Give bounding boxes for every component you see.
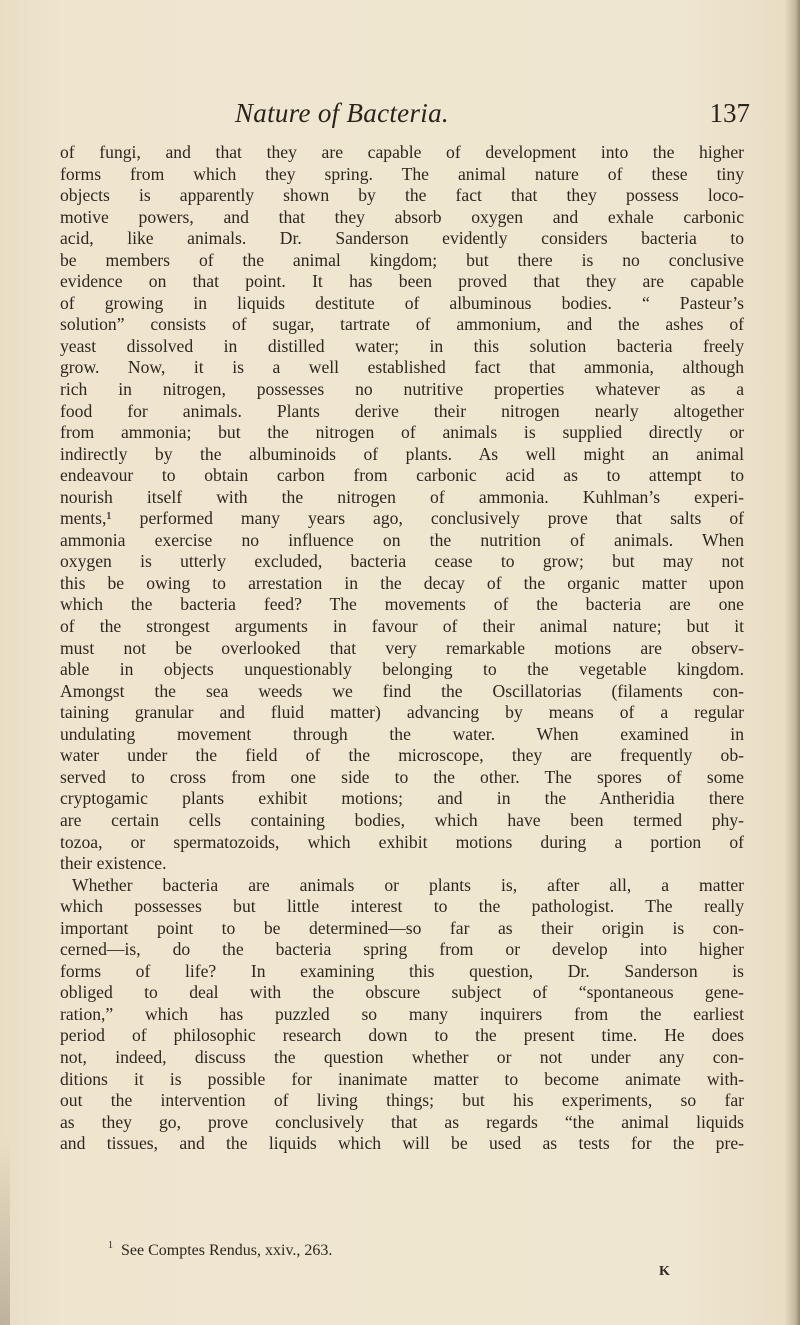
text-line: are certain cells containing bodies, which have been termed phy- <box>60 809 744 830</box>
text-line: motive powers, and that they absorb oxygen and exhale carbonic <box>60 206 744 227</box>
text-line: which possesses but little interest to the pathologist. The really <box>60 896 744 917</box>
text-line: oxygen is utterly excluded, bacteria cease to grow; but may not <box>60 551 744 572</box>
text-line: evidence on that point. It has been proved that they are capable <box>60 271 744 292</box>
text-line: Amongst the sea weeds we find the Oscillatorias (filaments con- <box>60 680 744 701</box>
text-line: ammonia exercise no influence on the nutrition of animals. When <box>60 529 744 550</box>
text-line: nourish itself with the nitrogen of ammonia. Kuhlman’s experi- <box>60 486 744 507</box>
page-edge-shadow <box>0 1140 10 1325</box>
text-line: from ammonia; but the nitrogen of animals is supplied directly or <box>60 422 744 443</box>
text-line: acid, like animals. Dr. Sanderson evidently considers bacteria to <box>60 228 744 249</box>
text-line: cerned—is, do the bacteria spring from or develop into higher <box>60 939 744 960</box>
text-line: not, indeed, discuss the question whether or not under any con- <box>60 1046 744 1067</box>
text-line: out the intervention of living things; but his experiments, so far <box>60 1090 744 1111</box>
text-line: served to cross from one side to the other. The spores of some <box>60 766 744 787</box>
text-line: objects is apparently shown by the fact that they possess loco- <box>60 185 744 206</box>
text-line: taining granular and fluid matter) advancing by means of a regular <box>60 702 744 723</box>
text-line: forms from which they spring. The animal nature of these tiny <box>60 163 744 184</box>
text-line: undulating movement through the water. When examined in <box>60 723 744 744</box>
running-title: Nature of Bacteria. <box>235 98 449 128</box>
text-line: of fungi, and that they are capable of development into the higher <box>60 142 744 162</box>
text-line: ditions it is possible for inanimate matter to become animate with- <box>60 1068 744 1089</box>
page-header <box>60 98 750 132</box>
text-line: able in objects unquestionably belonging to the vegetable kingdom. <box>60 659 744 680</box>
text-line: period of philosophic research down to the present time. He does <box>60 1025 744 1046</box>
text-line: must not be overlooked that very remarkable motions are observ- <box>60 637 744 658</box>
text-line: solution” consists of sugar, tartrate of ammonium, and the ashes of <box>60 314 744 335</box>
text-line: this be owing to arrestation in the decay of the organic matter upon <box>60 572 744 593</box>
text-line: grow. Now, it is a well established fact that ammonia, although <box>60 357 744 378</box>
text-line: food for animals. Plants derive their nitrogen nearly altogether <box>60 400 744 421</box>
text-line: important point to be determined—so far as their origin is con- <box>60 917 744 938</box>
text-line: forms of life? In examining this question, Dr. Sanderson is <box>60 960 744 981</box>
text-line: and tissues, and the liquids which will be used as tests for the pre- <box>60 1133 744 1154</box>
text-line: which the bacteria feed? The movements of the bacteria are one <box>60 594 744 615</box>
text-line: their existence. <box>60 853 167 874</box>
text-line: tozoa, or spermatozoids, which exhibit motions during a portion of <box>60 831 744 852</box>
text-line: Whether bacteria are animals or plants is, after all, a matter <box>72 874 744 895</box>
text-line: be members of the animal kingdom; but there is no conclusive <box>60 249 744 270</box>
text-line: obliged to deal with the obscure subject of “spontaneous gene- <box>60 982 744 1003</box>
text-line: water under the field of the microscope, they are frequently ob- <box>60 745 744 766</box>
footnote <box>108 1240 332 1260</box>
footnote-marker: 1 <box>108 1240 113 1251</box>
text-line: cryptogamic plants exhibit motions; and in the Antheridia there <box>60 788 744 809</box>
page-number: 137 <box>709 98 750 128</box>
page-spine-shadow <box>784 0 800 1325</box>
text-line: endeavour to obtain carbon from carbonic acid as to attempt to <box>60 465 744 486</box>
text-line: yeast dissolved in distilled water; in this solution bacteria freely <box>60 335 744 356</box>
footnote-text: See Comptes Rendus, xxiv., 263. <box>121 1242 333 1259</box>
text-line: as they go, prove conclusively that as regards “the animal liquids <box>60 1111 744 1132</box>
text-line: ration,” which has puzzled so many inquirers from the earliest <box>60 1003 744 1024</box>
text-line: of growing in liquids destitute of albuminous bodies. “ Pasteur’s <box>60 292 744 313</box>
text-line: of the strongest arguments in favour of their animal nature; but it <box>60 616 744 637</box>
signature-mark: K <box>659 1264 670 1279</box>
text-line: rich in nitrogen, possesses no nutritive properties whatever as a <box>60 379 744 400</box>
text-line: indirectly by the albuminoids of plants. As well might an animal <box>60 443 744 464</box>
body-text <box>60 142 744 1155</box>
text-line: ments,¹ performed many years ago, conclusively prove that salts of <box>60 508 744 529</box>
